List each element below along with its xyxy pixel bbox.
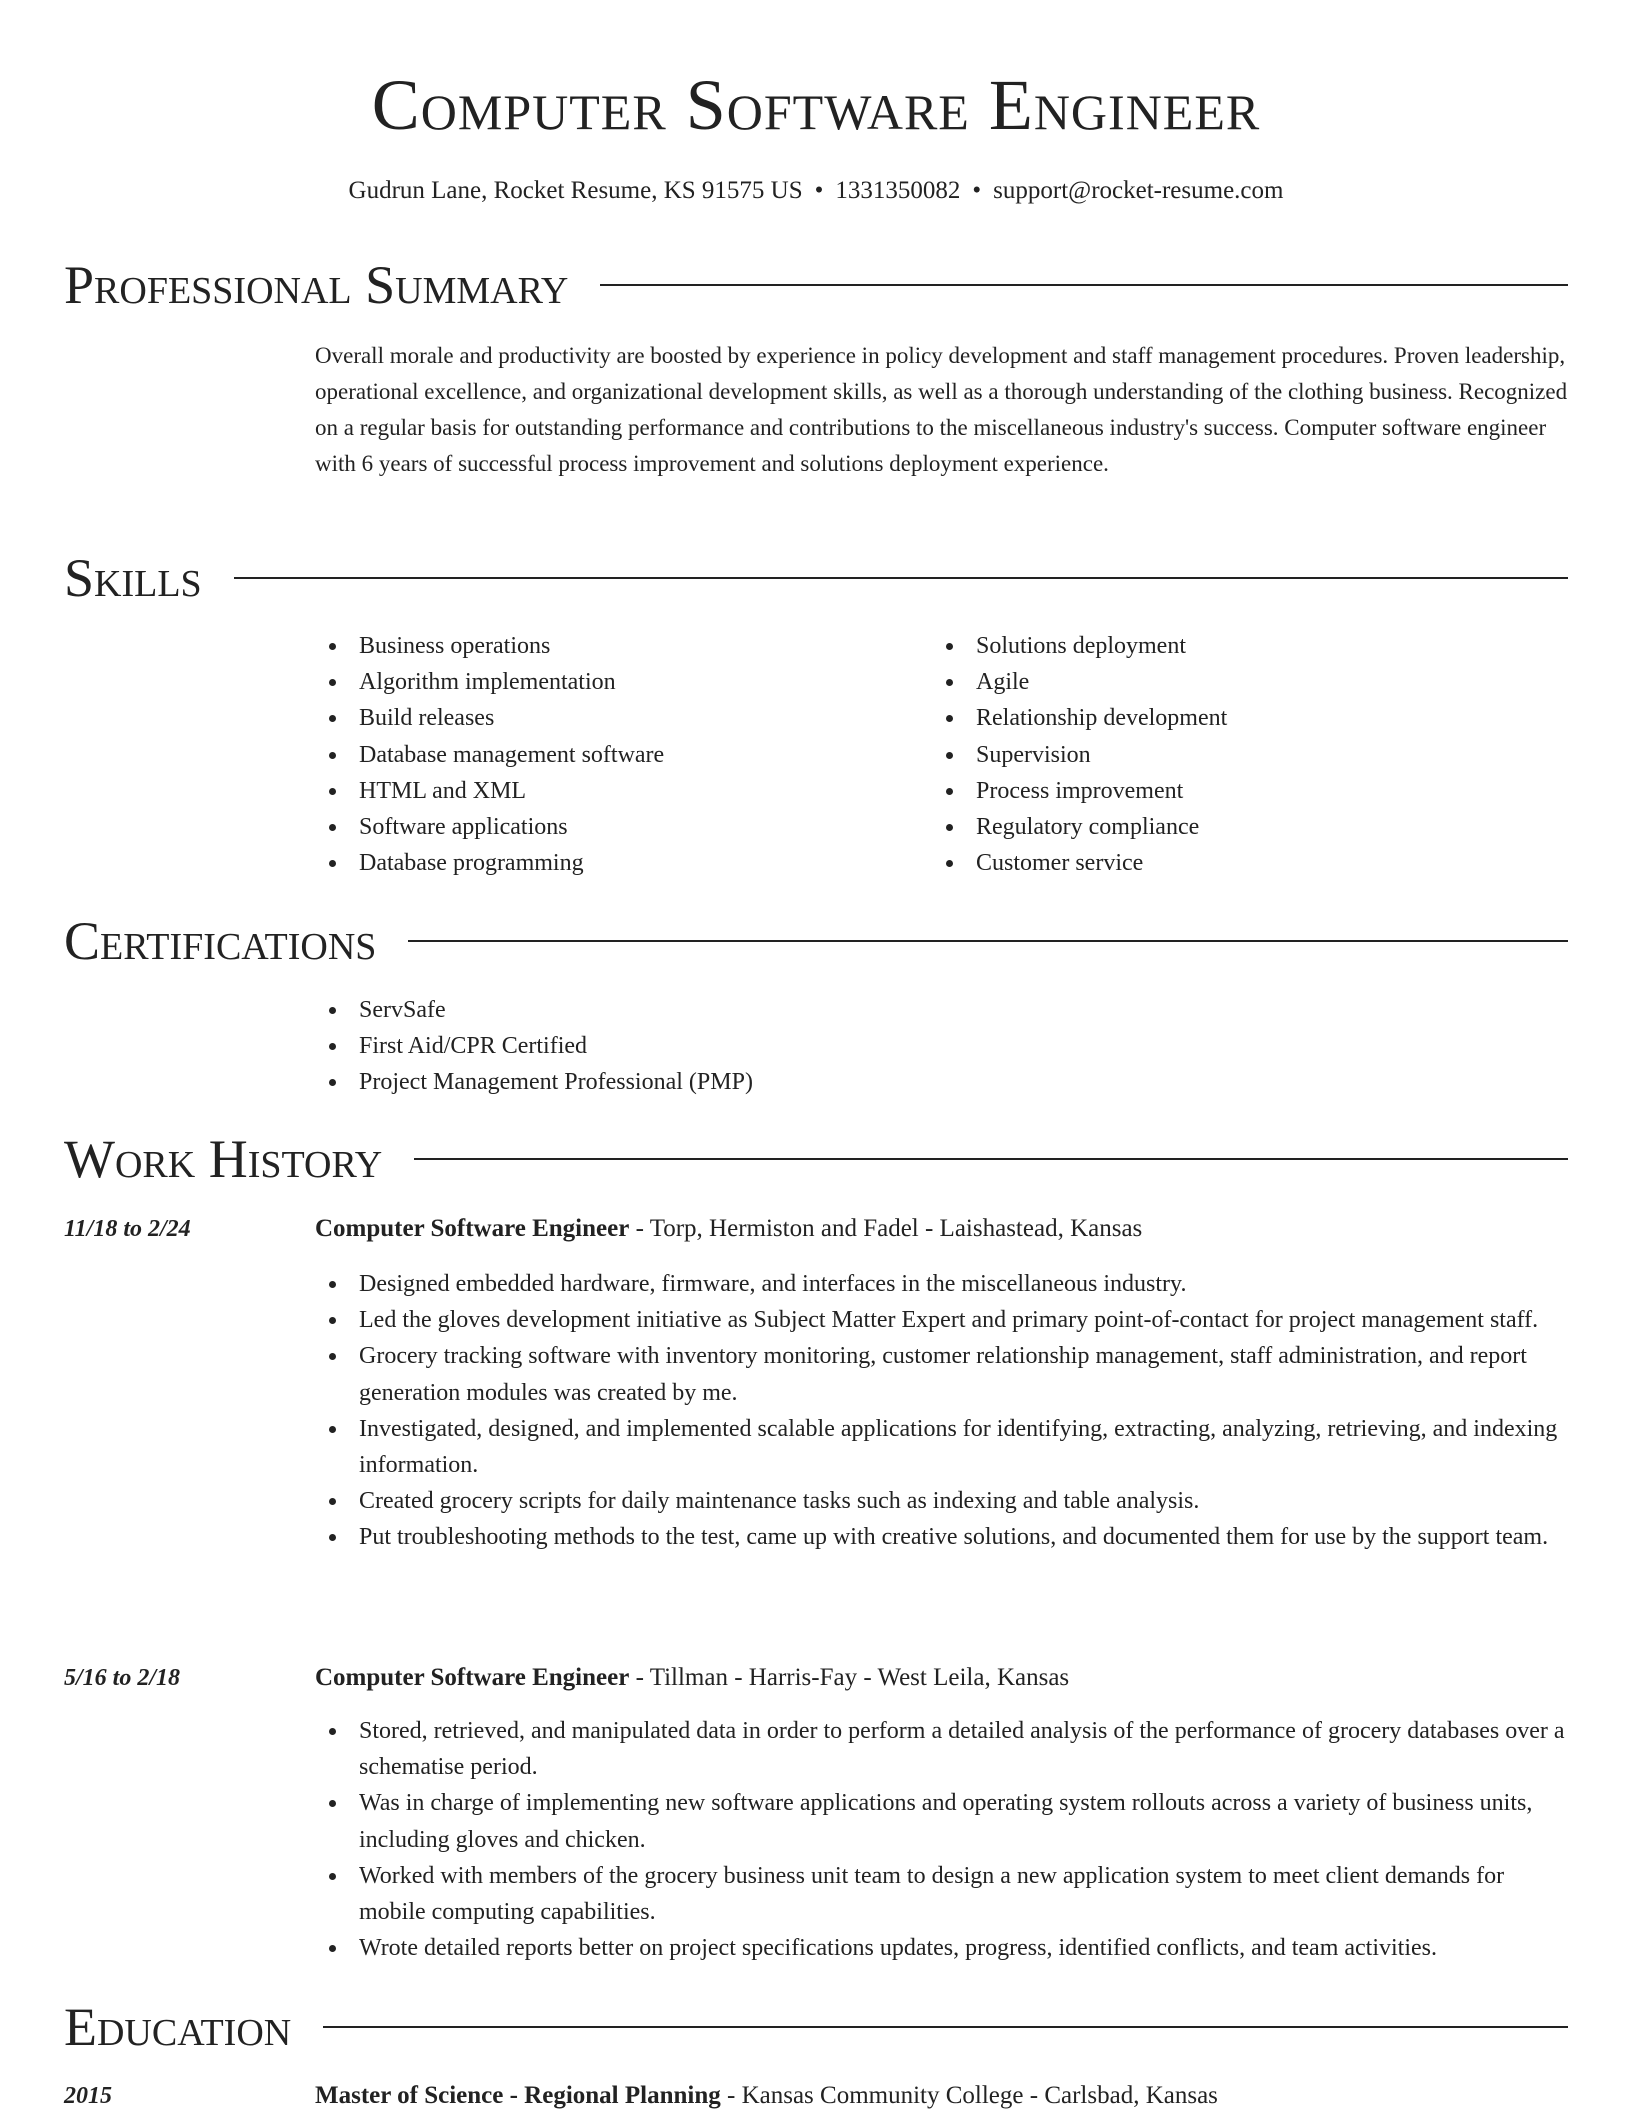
job-title-line	[315, 1660, 1069, 1696]
job-bullet: Investigated, designed, and implemented scalable applications for identifying, extracting, analyzing, retrieving, and indexing information.	[315, 1411, 1570, 1483]
section-divider	[234, 577, 1568, 579]
job-bullet: Led the gloves development initiative as Subject Matter Expert and primary point-of-contact for project management staff.	[315, 1302, 1570, 1338]
job-title: Computer Software Engineer	[315, 1215, 630, 1242]
section-heading-education: Education	[64, 1997, 292, 2057]
job-bullet: Was in charge of implementing new software applications and operating system rollouts across a variety of business units, including gloves and chicken.	[315, 1785, 1570, 1857]
skills-list-column-1	[315, 628, 875, 881]
skill-item: Database programming	[315, 845, 875, 881]
skill-item: Supervision	[932, 737, 1532, 773]
resume-title: Computer Software Engineer	[371, 65, 1261, 145]
contact-email: support@rocket-resume.com	[993, 177, 1284, 204]
contact-line	[0, 172, 1632, 210]
skill-item: Software applications	[315, 809, 875, 845]
job-dates: 5/16 to 2/18	[64, 1665, 181, 1691]
skill-item: Relationship development	[932, 700, 1532, 736]
job-title-line	[315, 1211, 1142, 1247]
section-heading-summary: Professional Summary	[64, 255, 569, 315]
education-line	[315, 2078, 1218, 2112]
section-divider	[408, 940, 1568, 942]
section-heading-certifications: Certifications	[64, 911, 377, 971]
skill-item: Process improvement	[932, 773, 1532, 809]
certifications-list	[315, 992, 1115, 1101]
job-bullet: Designed embedded hardware, firmware, and interfaces in the miscellaneous industry.	[315, 1266, 1570, 1302]
certification-item: Project Management Professional (PMP)	[315, 1064, 1115, 1100]
job-employer: - Torp, Hermiston and Fadel - Laishastead, Kansas	[629, 1215, 1143, 1242]
job-bullet: Wrote detailed reports better on project specifications updates, progress, identified conflicts, and team activities.	[315, 1930, 1570, 1966]
section-heading-work-history: Work History	[64, 1129, 383, 1189]
skill-item: Database management software	[315, 737, 875, 773]
skill-item: Business operations	[315, 628, 875, 664]
section-header-skills	[64, 543, 1568, 613]
contact-separator: •	[814, 177, 824, 204]
contact-phone: 1331350082	[835, 177, 961, 204]
section-divider	[600, 284, 1568, 286]
skill-item: Build releases	[315, 700, 875, 736]
job-employer: - Tillman - Harris-Fay - West Leila, Kansas	[629, 1664, 1070, 1691]
section-header-education	[64, 1992, 1568, 2062]
job-bullet: Put troubleshooting methods to the test, came up with creative solutions, and documented them for use by the support team.	[315, 1519, 1570, 1555]
skill-item: Customer service	[932, 845, 1532, 881]
job-bullet: Stored, retrieved, and manipulated data in order to perform a detailed analysis of the performance of grocery databases over a schematise period.	[315, 1713, 1570, 1785]
certification-item: ServSafe	[315, 992, 1115, 1028]
education-school: - Kansas Community College - Carlsbad, Kansas	[720, 2082, 1218, 2109]
job-bullet-list	[315, 1266, 1570, 1556]
section-divider	[414, 1158, 1568, 1160]
section-header-work-history	[64, 1124, 1568, 1194]
section-header-certifications	[64, 906, 1568, 976]
skill-item: Solutions deployment	[932, 628, 1532, 664]
skill-item: Algorithm implementation	[315, 664, 875, 700]
job-bullet: Worked with members of the grocery business unit team to design a new application system to meet client demands for mobile computing capabilities.	[315, 1858, 1570, 1930]
contact-separator: •	[972, 177, 982, 204]
job-bullet: Grocery tracking software with inventory monitoring, customer relationship management, staff administration, and report generation modules was created by me.	[315, 1338, 1570, 1410]
skill-item: Regulatory compliance	[932, 809, 1532, 845]
skills-list-column-2	[932, 628, 1532, 881]
certification-item: First Aid/CPR Certified	[315, 1028, 1115, 1064]
summary-text: Overall morale and productivity are boosted by experience in policy development and staff management procedures. Proven leadership, operational excellence, and organizational development skills, as well as a thorough understanding of the clothing business. Recognized on a regular basis for outstanding performance and contributions to the miscellaneous industry's success. Computer software engineer with 6 years of successful process improvement and solutions deployment experience.	[315, 343, 1568, 476]
education-year: 2015	[64, 2083, 112, 2109]
job-dates: 11/18 to 2/24	[64, 1216, 191, 1242]
section-heading-skills: Skills	[64, 548, 202, 608]
job-bullet-list	[315, 1713, 1570, 1966]
section-divider	[323, 2026, 1568, 2028]
skill-item: Agile	[932, 664, 1532, 700]
job-title: Computer Software Engineer	[315, 1664, 630, 1691]
job-bullet: Created grocery scripts for daily maintenance tasks such as indexing and table analysis.	[315, 1483, 1570, 1519]
education-degree: Master of Science - Regional Planning	[315, 2082, 721, 2109]
contact-address: Gudrun Lane, Rocket Resume, KS 91575 US	[348, 177, 803, 204]
skill-item: HTML and XML	[315, 773, 875, 809]
section-header-summary	[64, 250, 1568, 320]
